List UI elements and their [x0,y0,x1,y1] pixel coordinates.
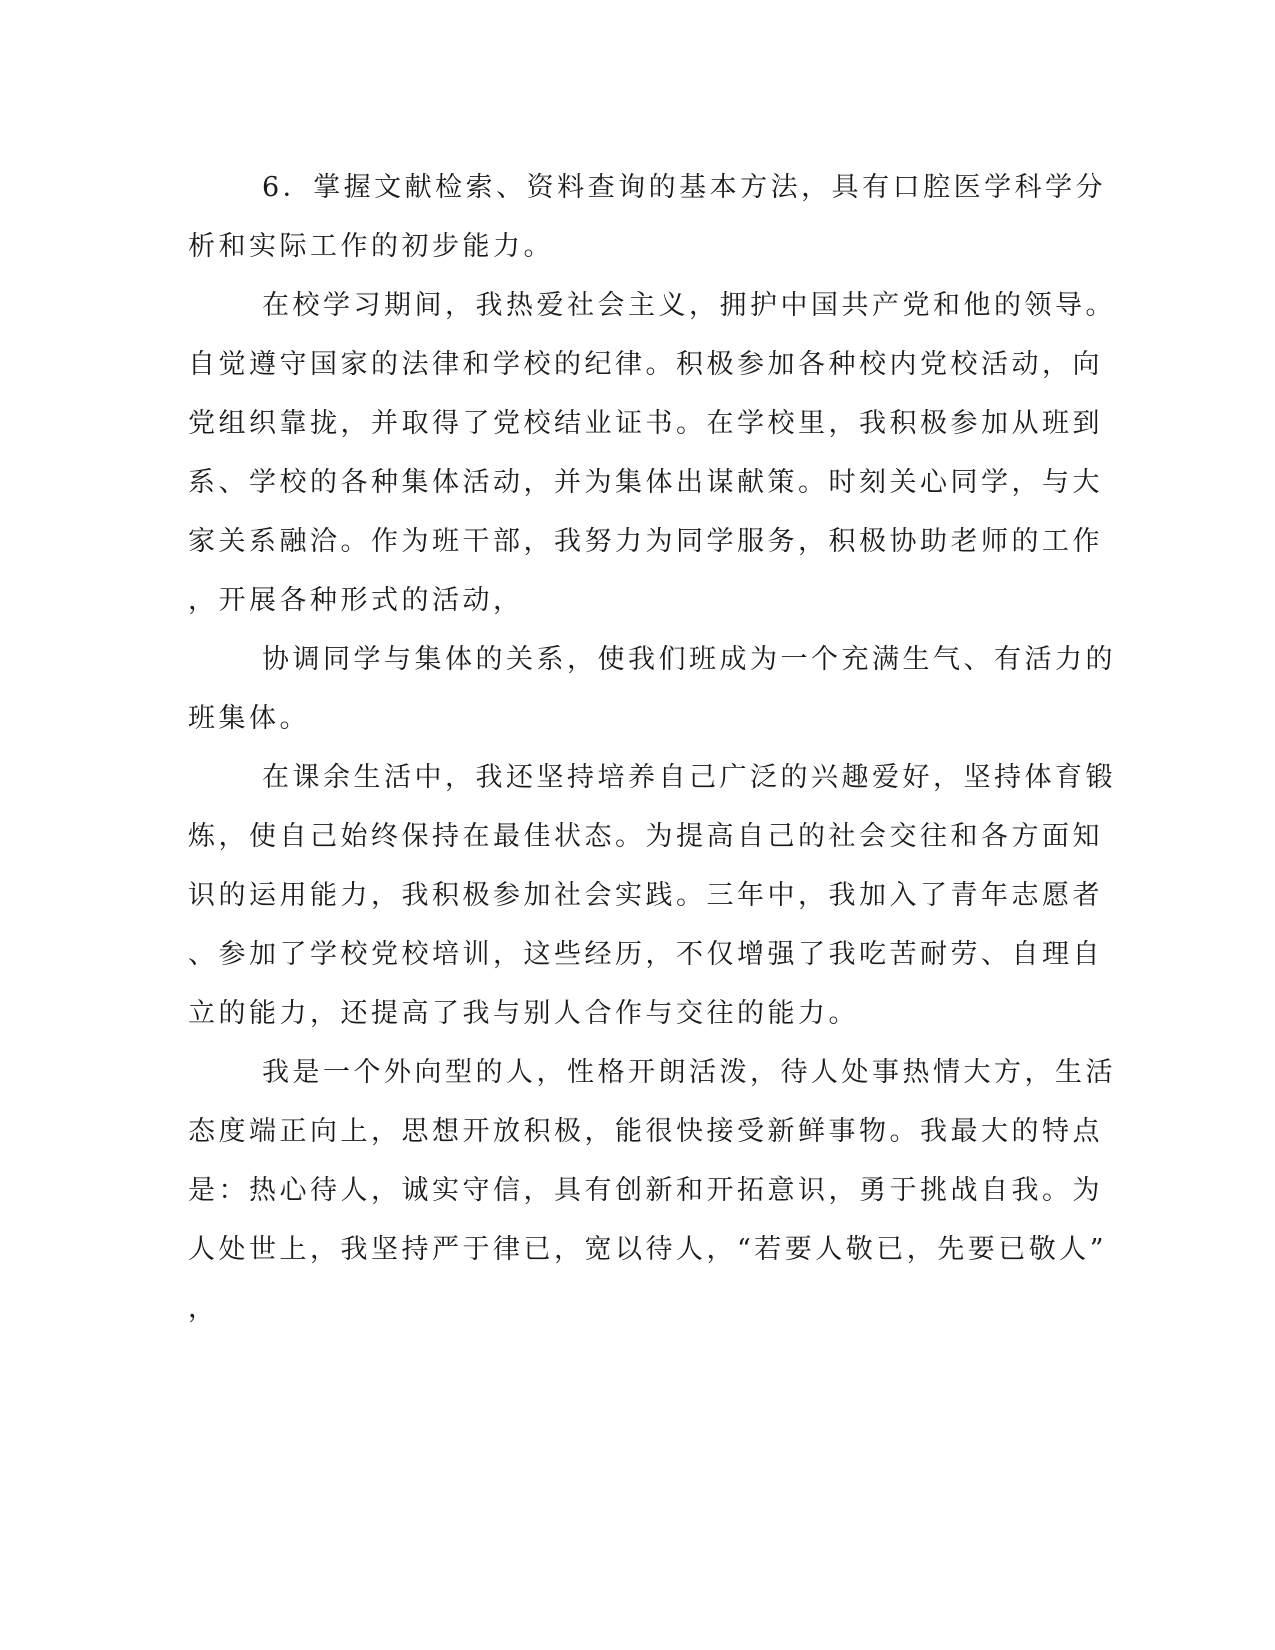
text-line: 我是一个外向型的人，性格开朗活泼，待人处事热情大方，生活 [262,1057,1116,1088]
text-line: 立的能力，还提高了我与别人合作与交往的能力。 [188,998,859,1029]
text-line: 、参加了学校党校培训，这些经历，不仅增强了我吃苦耐劳、自理自 [188,939,1103,970]
text-line: 识的运用能力，我积极参加社会实践。三年中，我加入了青年志愿者 [188,880,1103,911]
text-line: 系、学校的各种集体活动，并为集体出谋献策。时刻关心同学，与大 [188,467,1103,498]
text-line: 态度端正向上，思想开放积极，能很快接受新鲜事物。我最大的特点 [188,1116,1103,1147]
text-line: 协调同学与集体的关系，使我们班成为一个充满生气、有活力的 [262,644,1116,675]
text-line: 班集体。 [188,703,310,734]
text-line: 是：热心待人，诚实守信，具有创新和开拓意识，勇于挑战自我。为 [188,1175,1103,1206]
text-line: 6．掌握文献检索、资料查询的基本方法，具有口腔医学科学分 [262,172,1107,203]
text-line: 自觉遵守国家的法律和学校的纪律。积极参加各种校内党校活动，向 [188,349,1103,380]
document-body [188,158,1116,1338]
text-line: 党组织靠拢，并取得了党校结业证书。在学校里，我积极参加从班到 [188,408,1103,439]
text-line: 炼，使自己始终保持在最佳状态。为提高自己的社会交往和各方面知 [188,821,1103,852]
text-line: 家关系融洽。作为班干部，我努力为同学服务，积极协助老师的工作 [188,526,1103,557]
text-line: 在校学习期间，我热爱社会主义，拥护中国共产党和他的领导。 [262,290,1116,321]
text-line: 在课余生活中，我还坚持培养自己广泛的兴趣爱好，坚持体育锻 [262,762,1116,793]
text-line: 析和实际工作的初步能力。 [188,231,554,262]
text-line: ， [188,1293,219,1324]
text-line: ，开展各种形式的活动， [188,585,524,616]
text-line: 人处世上，我坚持严于律已，宽以待人，“若要人敬已，先要已敬人” [188,1234,1108,1265]
